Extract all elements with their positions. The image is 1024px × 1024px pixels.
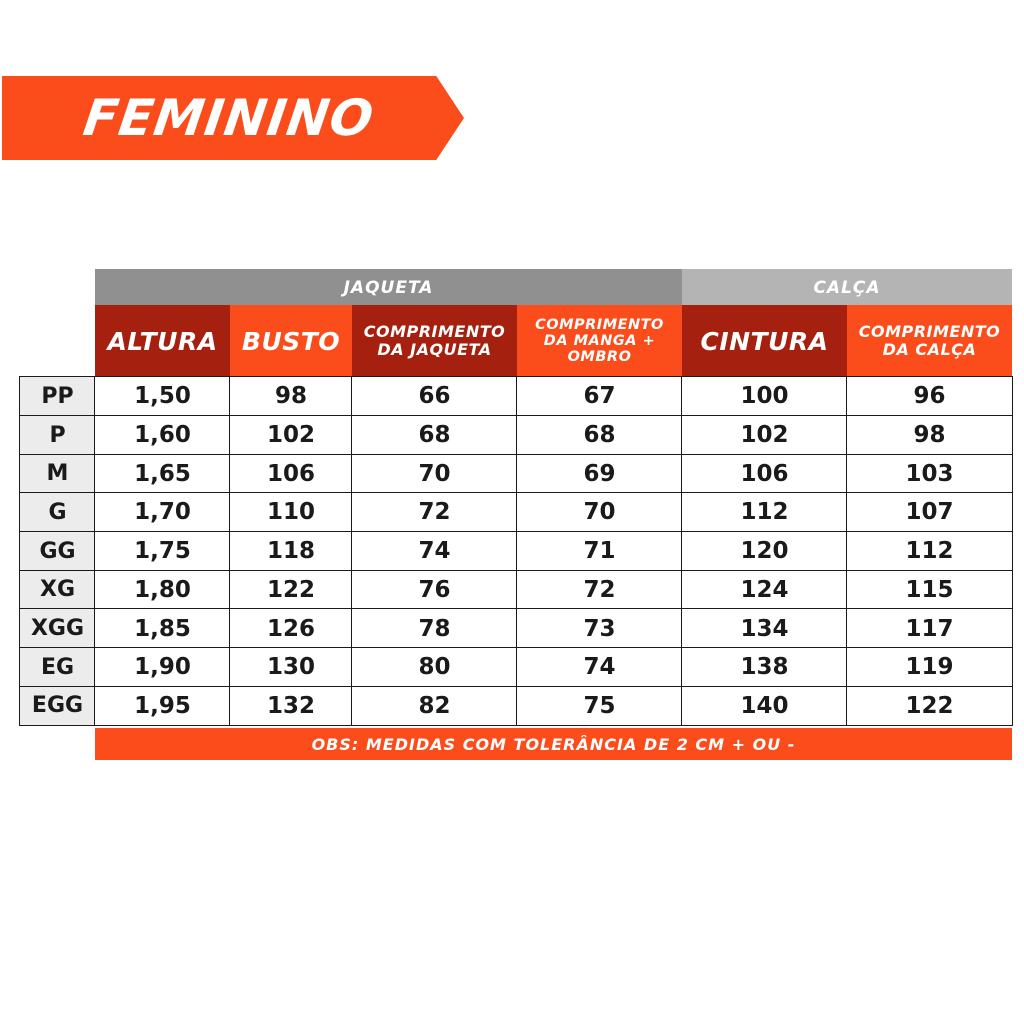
- table-cell-busto: 106: [229, 454, 353, 494]
- column-header-line: CINTURA: [700, 326, 829, 356]
- table-cell-cintura: 106: [681, 454, 848, 494]
- page-title: FEMININO: [79, 89, 378, 147]
- table-cell-comprimento-jaqueta: 80: [351, 647, 518, 687]
- table-cell-altura: 1,75: [94, 531, 231, 571]
- column-header-comprimento-calca: [847, 305, 1012, 377]
- table-cell-busto: 132: [229, 686, 353, 726]
- table-cell-comprimento-manga: 71: [516, 531, 683, 571]
- table-cell-altura: 1,80: [94, 570, 231, 610]
- table-cell-comprimento-calca: 117: [846, 608, 1013, 648]
- table-cell-comprimento-manga: 67: [516, 376, 683, 416]
- column-header-comprimento-jaqueta: [352, 305, 517, 377]
- table-cell-busto: 118: [229, 531, 353, 571]
- table-cell-comprimento-manga: 75: [516, 686, 683, 726]
- table-cell-busto: 102: [229, 415, 353, 455]
- table-cell-comprimento-jaqueta: 82: [351, 686, 518, 726]
- tolerance-note: OBS: MEDIDAS COM TOLERÂNCIA DE 2 CM + OU -: [95, 728, 1012, 760]
- table-cell-comprimento-calca: 115: [846, 570, 1013, 610]
- table-cell-cintura: 102: [681, 415, 848, 455]
- table-cell-cintura: 140: [681, 686, 848, 726]
- size-label: XG: [19, 570, 96, 610]
- table-cell-comprimento-jaqueta: 66: [351, 376, 518, 416]
- column-header-line: COMPRIMENTO: [858, 322, 1001, 341]
- column-header-line: COMPRIMENTO: [535, 317, 664, 333]
- table-cell-altura: 1,65: [94, 454, 231, 494]
- table-cell-altura: 1,70: [94, 492, 231, 532]
- column-header-line: BUSTO: [241, 326, 341, 356]
- column-header-line: COMPRIMENTO: [363, 322, 506, 341]
- column-header-line: DA CALÇA: [882, 340, 977, 359]
- table-cell-cintura: 112: [681, 492, 848, 532]
- column-header-line: DA JAQUETA: [377, 340, 492, 359]
- table-cell-comprimento-jaqueta: 78: [351, 608, 518, 648]
- table-cell-cintura: 138: [681, 647, 848, 687]
- table-cell-comprimento-manga: 74: [516, 647, 683, 687]
- size-label: PP: [19, 376, 96, 416]
- column-header-altura: [95, 305, 230, 377]
- table-cell-comprimento-calca: 119: [846, 647, 1013, 687]
- table-cell-comprimento-jaqueta: 76: [351, 570, 518, 610]
- group-header-jaqueta: JAQUETA: [95, 269, 682, 305]
- table-cell-comprimento-manga: 69: [516, 454, 683, 494]
- table-cell-busto: 122: [229, 570, 353, 610]
- table-cell-busto: 110: [229, 492, 353, 532]
- table-cell-cintura: 124: [681, 570, 848, 610]
- table-cell-cintura: 134: [681, 608, 848, 648]
- size-label: EG: [19, 647, 96, 687]
- size-table: [20, 377, 1012, 726]
- table-cell-altura: 1,60: [94, 415, 231, 455]
- table-cell-comprimento-calca: 107: [846, 492, 1013, 532]
- table-cell-comprimento-jaqueta: 74: [351, 531, 518, 571]
- table-cell-busto: 126: [229, 608, 353, 648]
- table-cell-comprimento-jaqueta: 72: [351, 492, 518, 532]
- table-cell-comprimento-manga: 68: [516, 415, 683, 455]
- table-cell-busto: 98: [229, 376, 353, 416]
- column-header-line: DA MANGA +: [543, 333, 656, 349]
- table-cell-altura: 1,95: [94, 686, 231, 726]
- table-cell-comprimento-calca: 112: [846, 531, 1013, 571]
- size-label: EGG: [19, 686, 96, 726]
- table-cell-comprimento-calca: 98: [846, 415, 1013, 455]
- table-cell-altura: 1,90: [94, 647, 231, 687]
- table-cell-cintura: 120: [681, 531, 848, 571]
- column-header-comprimento-manga: [517, 305, 682, 377]
- table-cell-busto: 130: [229, 647, 353, 687]
- column-header-busto: [230, 305, 352, 377]
- group-header-calca: CALÇA: [682, 269, 1012, 305]
- column-header-cintura: [682, 305, 847, 377]
- table-cell-comprimento-calca: 96: [846, 376, 1013, 416]
- table-cell-comprimento-jaqueta: 68: [351, 415, 518, 455]
- table-cell-comprimento-manga: 72: [516, 570, 683, 610]
- column-header-line: ALTURA: [107, 326, 218, 356]
- table-cell-altura: 1,50: [94, 376, 231, 416]
- size-label: XGG: [19, 608, 96, 648]
- size-label: G: [19, 492, 96, 532]
- table-cell-cintura: 100: [681, 376, 848, 416]
- table-cell-comprimento-manga: 73: [516, 608, 683, 648]
- size-label: M: [19, 454, 96, 494]
- size-label: GG: [19, 531, 96, 571]
- table-cell-comprimento-calca: 122: [846, 686, 1013, 726]
- table-cell-altura: 1,85: [94, 608, 231, 648]
- size-label: P: [19, 415, 96, 455]
- table-cell-comprimento-manga: 70: [516, 492, 683, 532]
- table-cell-comprimento-calca: 103: [846, 454, 1013, 494]
- column-header-line: OMBRO: [567, 349, 632, 365]
- table-cell-comprimento-jaqueta: 70: [351, 454, 518, 494]
